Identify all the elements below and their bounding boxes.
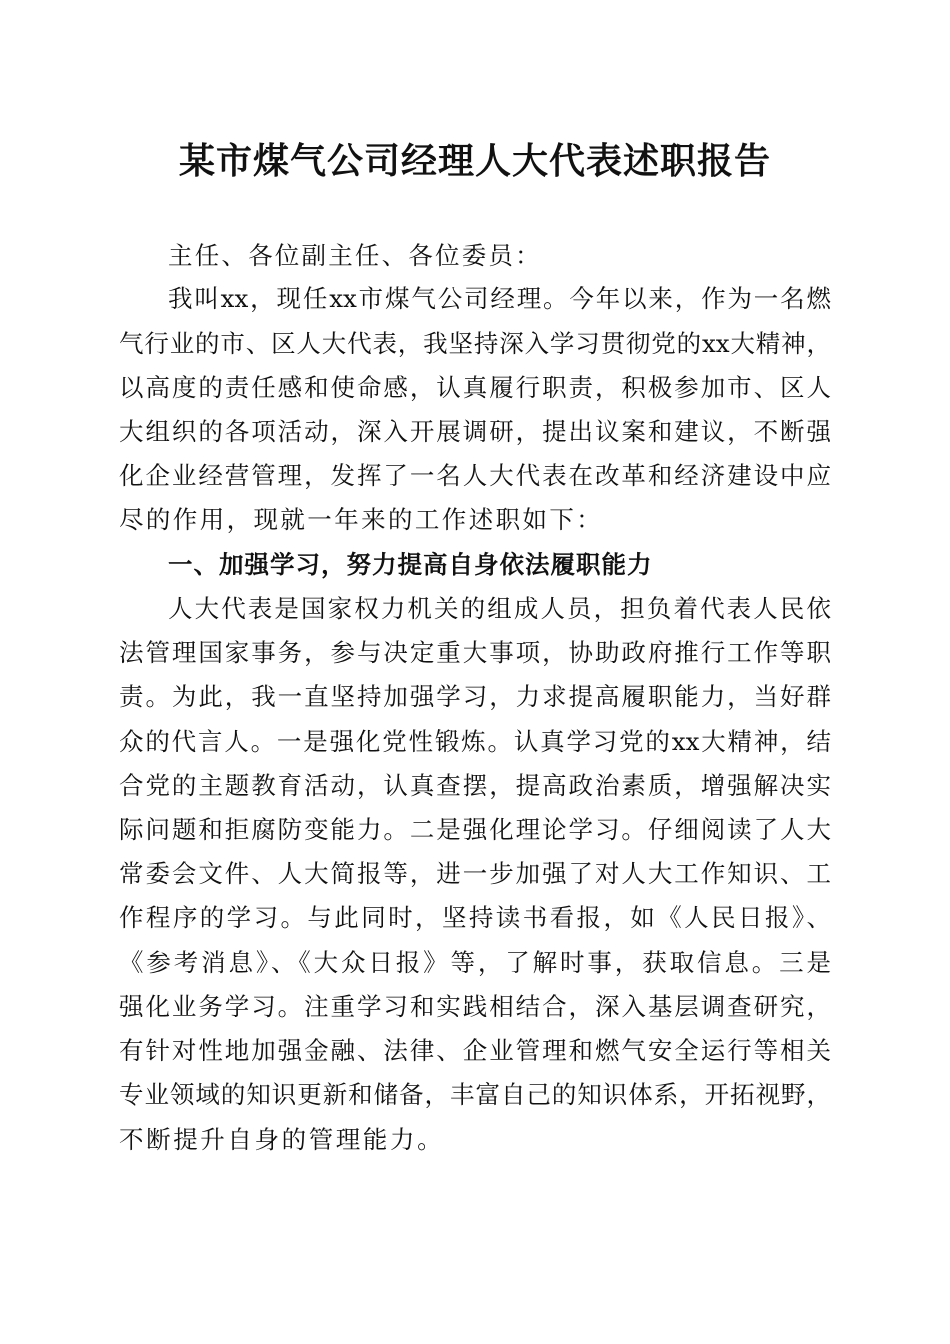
section-line: 《参考消息》、《大众日报》等，了解时事，获取信息。三是: [119, 948, 831, 977]
section-line: 不断提升自身的管理能力。: [119, 1125, 445, 1154]
section-line: 强化业务学习。注重学习和实践相结合，深入基层调查研究，: [119, 992, 831, 1021]
section-line: 有针对性地加强金融、法律、企业管理和燃气安全运行等相关: [119, 1036, 831, 1065]
section-line: 法管理国家事务，参与决定重大事项，协助政府推行工作等职: [119, 638, 831, 667]
section-line: 合党的主题教育活动，认真查摆，提高政治素质，增强解决实: [119, 771, 831, 800]
intro-line: 我叫xx，现任xx市煤气公司经理。今年以来，作为一名燃: [168, 284, 831, 313]
document-title: 某市煤气公司经理人大代表述职报告: [178, 140, 771, 182]
section-heading: 一、加强学习，努力提高自身依法履职能力: [168, 550, 653, 579]
intro-line: 气行业的市、区人大代表，我坚持深入学习贯彻党的xx大精神，: [119, 329, 831, 358]
section-line: 常委会文件、人大简报等，进一步加强了对人大工作知识、工: [119, 859, 831, 888]
section-line: 人大代表是国家权力机关的组成人员，担负着代表人民依: [168, 594, 831, 623]
salutation: 主任、各位副主任、各位委员：: [168, 241, 542, 270]
intro-line: 化企业经营管理，发挥了一名人大代表在改革和经济建设中应: [119, 461, 831, 490]
section-line: 际问题和拒腐防变能力。二是强化理论学习。仔细阅读了人大: [119, 815, 831, 844]
intro-line: 以高度的责任感和使命感，认真履行职责，积极参加市、区人: [119, 373, 831, 402]
intro-line: 尽的作用，现就一年来的工作述职如下：: [119, 505, 604, 534]
section-line: 专业领域的知识更新和储备，丰富自己的知识体系，开拓视野，: [119, 1080, 831, 1109]
section-line: 责。为此，我一直坚持加强学习，力求提高履职能力，当好群: [119, 682, 831, 711]
section-line: 作程序的学习。与此同时，坚持读书看报，如《人民日报》、: [119, 903, 831, 932]
intro-line: 大组织的各项活动，深入开展调研，提出议案和建议，不断强: [119, 417, 831, 446]
section-line: 众的代言人。一是强化党性锻炼。认真学习党的xx大精神，结: [119, 727, 831, 756]
